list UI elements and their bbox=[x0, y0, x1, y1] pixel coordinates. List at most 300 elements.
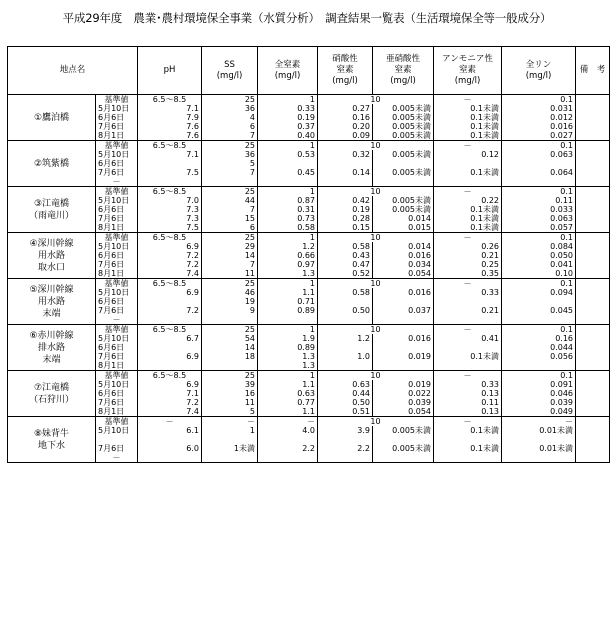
remarks-cell bbox=[576, 288, 610, 297]
standard-label: 基準値 bbox=[96, 417, 138, 427]
standard-ammonia: － bbox=[434, 279, 502, 289]
ss-value: 7 bbox=[202, 168, 258, 177]
total-nitrogen-value: 1.9 bbox=[258, 334, 318, 343]
ph-value: 7.0 bbox=[138, 196, 202, 205]
standard-label: 基準値 bbox=[96, 371, 138, 381]
measurement-row bbox=[8, 334, 610, 343]
ph-value bbox=[138, 435, 202, 444]
total-phosphorus-value: 0.044 bbox=[502, 343, 576, 352]
standard-ph: 6.5～8.5 bbox=[138, 141, 202, 151]
ss-value bbox=[202, 315, 258, 325]
remarks-cell bbox=[576, 334, 610, 343]
measurement-row bbox=[8, 315, 610, 325]
ph-value: 7.3 bbox=[138, 214, 202, 223]
nitrate-value: 0.44 bbox=[318, 389, 373, 398]
ss-value: 54 bbox=[202, 334, 258, 343]
total-phosphorus-value: 0.033 bbox=[502, 205, 576, 214]
sample-date: 6月6日 bbox=[96, 343, 138, 352]
nitrate-value: 0.32 bbox=[318, 150, 373, 159]
nitrate-value: 0.42 bbox=[318, 196, 373, 205]
standard-ss: 25 bbox=[202, 95, 258, 105]
ammonia-value: 0.33 bbox=[434, 288, 502, 297]
total-phosphorus-value bbox=[502, 435, 576, 444]
measurement-row bbox=[8, 398, 610, 407]
remarks-cell bbox=[576, 352, 610, 361]
sample-date: 5月10日 bbox=[96, 380, 138, 389]
ph-value: 6.9 bbox=[138, 352, 202, 361]
total-phosphorus-value: 0.039 bbox=[502, 398, 576, 407]
nitrite-value: 0.054 bbox=[373, 269, 434, 279]
nitrate-value: 0.51 bbox=[318, 407, 373, 417]
standard-label: 基準値 bbox=[96, 279, 138, 289]
ss-value bbox=[202, 177, 258, 187]
total-nitrogen-value: 4.0 bbox=[258, 426, 318, 435]
standard-ss: 25 bbox=[202, 371, 258, 381]
ammonia-value: 0.1未満 bbox=[434, 444, 502, 453]
nitrate-value: 3.9 bbox=[318, 426, 373, 435]
standard-total-nitrogen: 1 bbox=[258, 371, 318, 381]
standard-total-phosphorus: 0.1 bbox=[502, 233, 576, 243]
ph-value: 7.6 bbox=[138, 122, 202, 131]
standard-ph: 6.5～8.5 bbox=[138, 325, 202, 335]
ammonia-value: 0.1未満 bbox=[434, 104, 502, 113]
ph-value: 7.2 bbox=[138, 251, 202, 260]
site-name: ⑥赤川幹線 排水路 末端 bbox=[8, 325, 96, 371]
nitrite-value: 0.039 bbox=[373, 398, 434, 407]
ss-value: 39 bbox=[202, 380, 258, 389]
ss-value: 5 bbox=[202, 407, 258, 417]
sample-date: 8月1日 bbox=[96, 131, 138, 141]
ph-value: 7.1 bbox=[138, 389, 202, 398]
remarks-cell bbox=[576, 113, 610, 122]
ss-value: 6 bbox=[202, 223, 258, 233]
standard-ammonia: － bbox=[434, 233, 502, 243]
ammonia-value: 0.1未満 bbox=[434, 214, 502, 223]
standard-total-nitrogen: 1 bbox=[258, 325, 318, 335]
sample-date: － bbox=[96, 453, 138, 463]
ammonia-value: 0.1未満 bbox=[434, 205, 502, 214]
nitrite-value: 0.005未満 bbox=[373, 205, 434, 214]
ammonia-value: 0.21 bbox=[434, 251, 502, 260]
remarks-cell bbox=[576, 297, 610, 306]
total-nitrogen-value: 1.2 bbox=[258, 242, 318, 251]
standard-label: 基準値 bbox=[96, 141, 138, 151]
ss-value: 18 bbox=[202, 352, 258, 361]
ss-value: 4 bbox=[202, 113, 258, 122]
nitrite-value bbox=[373, 343, 434, 352]
nitrite-value: 0.005未満 bbox=[373, 104, 434, 113]
ss-value: 14 bbox=[202, 343, 258, 352]
nitrate-value: 2.2 bbox=[318, 444, 373, 453]
ph-value: 6.7 bbox=[138, 334, 202, 343]
total-phosphorus-value: 0.094 bbox=[502, 288, 576, 297]
sample-date: 6月6日 bbox=[96, 251, 138, 260]
nitrite-value: 0.037 bbox=[373, 306, 434, 315]
ammonia-value bbox=[434, 297, 502, 306]
nitrite-value: 0.005未満 bbox=[373, 444, 434, 453]
nitrite-value: 0.005未満 bbox=[373, 150, 434, 159]
standard-ammonia: － bbox=[434, 95, 502, 105]
remarks-cell bbox=[576, 279, 610, 289]
sample-date: 5月10日 bbox=[96, 426, 138, 435]
nitrite-value: 0.019 bbox=[373, 380, 434, 389]
ph-value: 7.3 bbox=[138, 205, 202, 214]
ss-value bbox=[202, 435, 258, 444]
header-nitrite-nitrogen: 亜硝酸性 窒素 (mg/l) bbox=[373, 47, 434, 95]
total-nitrogen-value: 0.89 bbox=[258, 343, 318, 352]
site-name: ⑤深川幹線 用水路 末端 bbox=[8, 279, 96, 325]
ammonia-value: 0.13 bbox=[434, 407, 502, 417]
sample-date: 5月10日 bbox=[96, 150, 138, 159]
ammonia-value: 0.1未満 bbox=[434, 223, 502, 233]
total-nitrogen-value: 1.1 bbox=[258, 380, 318, 389]
ph-value: 6.0 bbox=[138, 444, 202, 453]
ss-value bbox=[202, 453, 258, 463]
total-phosphorus-value bbox=[502, 297, 576, 306]
ammonia-value: 0.1未満 bbox=[434, 131, 502, 141]
standard-ph: 6.5～8.5 bbox=[138, 279, 202, 289]
nitrite-value: 0.005未満 bbox=[373, 168, 434, 177]
standard-row bbox=[8, 417, 610, 427]
total-phosphorus-value: 0.057 bbox=[502, 223, 576, 233]
measurement-row bbox=[8, 260, 610, 269]
header-remarks: 備 考 bbox=[576, 47, 610, 95]
ss-value: 7 bbox=[202, 205, 258, 214]
total-phosphorus-value bbox=[502, 453, 576, 463]
nitrite-value: 0.016 bbox=[373, 288, 434, 297]
total-nitrogen-value: 0.97 bbox=[258, 260, 318, 269]
ss-value: 15 bbox=[202, 214, 258, 223]
measurement-row bbox=[8, 269, 610, 279]
standard-ss: 25 bbox=[202, 187, 258, 197]
measurement-row bbox=[8, 297, 610, 306]
sample-date: － bbox=[96, 177, 138, 187]
standard-ph: 6.5～8.5 bbox=[138, 371, 202, 381]
standard-ammonia: － bbox=[434, 187, 502, 197]
total-nitrogen-value: 1.1 bbox=[258, 407, 318, 417]
nitrite-value bbox=[373, 315, 434, 325]
ammonia-value bbox=[434, 435, 502, 444]
standard-total-nitrogen: 1 bbox=[258, 233, 318, 243]
total-nitrogen-value bbox=[258, 453, 318, 463]
nitrite-value: 0.016 bbox=[373, 251, 434, 260]
sample-date: 8月1日 bbox=[96, 407, 138, 417]
total-phosphorus-value: 0.056 bbox=[502, 352, 576, 361]
standard-ss: 25 bbox=[202, 233, 258, 243]
sample-date: 7月6日 bbox=[96, 214, 138, 223]
sample-date: 7月6日 bbox=[96, 122, 138, 131]
standard-total-phosphorus: 0.1 bbox=[502, 187, 576, 197]
ss-value: 19 bbox=[202, 297, 258, 306]
measurement-row bbox=[8, 223, 610, 233]
standard-total-phosphorus: 0.1 bbox=[502, 325, 576, 335]
sample-date: 7月6日 bbox=[96, 306, 138, 315]
ph-value bbox=[138, 177, 202, 187]
ss-value: 11 bbox=[202, 269, 258, 279]
nitrite-value bbox=[373, 361, 434, 371]
total-phosphorus-value: 0.084 bbox=[502, 242, 576, 251]
measurement-row bbox=[8, 444, 610, 453]
nitrate-value bbox=[318, 159, 373, 168]
remarks-cell bbox=[576, 371, 610, 381]
standard-ph: 6.5～8.5 bbox=[138, 187, 202, 197]
remarks-cell bbox=[576, 343, 610, 352]
remarks-cell bbox=[576, 122, 610, 131]
nitrate-value bbox=[318, 435, 373, 444]
ammonia-value: 0.13 bbox=[434, 389, 502, 398]
remarks-cell bbox=[576, 196, 610, 205]
site-name: ②筑紫橋 bbox=[8, 141, 96, 187]
total-nitrogen-value: 0.33 bbox=[258, 104, 318, 113]
remarks-cell bbox=[576, 325, 610, 335]
measurement-row bbox=[8, 380, 610, 389]
nitrite-value: 0.005未満 bbox=[373, 131, 434, 141]
standard-ss: 25 bbox=[202, 279, 258, 289]
ss-value: 36 bbox=[202, 104, 258, 113]
ph-value: 7.9 bbox=[138, 113, 202, 122]
standard-ss: 25 bbox=[202, 325, 258, 335]
nitrate-value: 0.09 bbox=[318, 131, 373, 141]
ammonia-value: 0.26 bbox=[434, 242, 502, 251]
standard-ammonia: － bbox=[434, 141, 502, 151]
ph-value: 6.9 bbox=[138, 380, 202, 389]
nitrate-value: 0.19 bbox=[318, 205, 373, 214]
nitrite-value: 0.014 bbox=[373, 214, 434, 223]
nitrate-value: 0.50 bbox=[318, 306, 373, 315]
sample-date: 5月10日 bbox=[96, 196, 138, 205]
total-phosphorus-value bbox=[502, 159, 576, 168]
standard-nitrate-nitrite: 10 bbox=[318, 233, 434, 243]
ph-value: 7.2 bbox=[138, 398, 202, 407]
nitrite-value: 0.005未満 bbox=[373, 122, 434, 131]
ph-value: 6.9 bbox=[138, 288, 202, 297]
standard-label: 基準値 bbox=[96, 325, 138, 335]
nitrate-value bbox=[318, 315, 373, 325]
standard-nitrate-nitrite: 10 bbox=[318, 417, 434, 427]
measurement-row bbox=[8, 288, 610, 297]
nitrate-value: 0.47 bbox=[318, 260, 373, 269]
total-nitrogen-value: 0.53 bbox=[258, 150, 318, 159]
nitrite-value bbox=[373, 453, 434, 463]
total-phosphorus-value: 0.01未満 bbox=[502, 426, 576, 435]
remarks-cell bbox=[576, 214, 610, 223]
header-total-phosphorus: 全リン (mg/l) bbox=[502, 47, 576, 95]
ph-value: 7.2 bbox=[138, 306, 202, 315]
sample-date: 5月10日 bbox=[96, 104, 138, 113]
ammonia-value: 0.12 bbox=[434, 150, 502, 159]
nitrate-value bbox=[318, 297, 373, 306]
measurement-row bbox=[8, 306, 610, 315]
measurement-row bbox=[8, 389, 610, 398]
remarks-cell bbox=[576, 131, 610, 141]
ammonia-value: 0.1未満 bbox=[434, 352, 502, 361]
remarks-cell bbox=[576, 242, 610, 251]
ph-value bbox=[138, 453, 202, 463]
standard-ss: 25 bbox=[202, 141, 258, 151]
remarks-cell bbox=[576, 205, 610, 214]
nitrate-value: 0.14 bbox=[318, 168, 373, 177]
ammonia-value: 0.33 bbox=[434, 380, 502, 389]
header-total-nitrogen: 全窒素 (mg/l) bbox=[258, 47, 318, 95]
measurement-row bbox=[8, 352, 610, 361]
standard-row bbox=[8, 279, 610, 289]
remarks-cell bbox=[576, 233, 610, 243]
standard-nitrate-nitrite: 10 bbox=[318, 141, 434, 151]
standard-ss: － bbox=[202, 417, 258, 427]
header-ss: SS (mg/l) bbox=[202, 47, 258, 95]
nitrate-value: 1.2 bbox=[318, 334, 373, 343]
ammonia-value bbox=[434, 453, 502, 463]
nitrite-value: 0.014 bbox=[373, 242, 434, 251]
page-title: 平成29年度 農業･農村環境保全事業（水質分析） 調査結果一覧表（生活環境保全等一般成分） bbox=[62, 11, 552, 25]
total-phosphorus-value: 0.016 bbox=[502, 122, 576, 131]
remarks-cell bbox=[576, 306, 610, 315]
standard-row bbox=[8, 141, 610, 151]
measurement-row bbox=[8, 122, 610, 131]
site-name: ③江竜橋 （雨竜川） bbox=[8, 187, 96, 233]
ph-value: 7.2 bbox=[138, 260, 202, 269]
total-phosphorus-value: 0.046 bbox=[502, 389, 576, 398]
ammonia-value: 0.1未満 bbox=[434, 426, 502, 435]
measurement-row bbox=[8, 242, 610, 251]
nitrite-value: 0.016 bbox=[373, 334, 434, 343]
total-nitrogen-value: 0.63 bbox=[258, 389, 318, 398]
standard-row bbox=[8, 95, 610, 105]
measurement-row bbox=[8, 361, 610, 371]
remarks-cell bbox=[576, 407, 610, 417]
standard-total-phosphorus: － bbox=[502, 417, 576, 427]
nitrate-value bbox=[318, 343, 373, 352]
remarks-cell bbox=[576, 150, 610, 159]
measurement-row bbox=[8, 407, 610, 417]
total-nitrogen-value: 1.3 bbox=[258, 352, 318, 361]
sample-date: 5月10日 bbox=[96, 288, 138, 297]
standard-total-nitrogen: － bbox=[258, 417, 318, 427]
measurement-row bbox=[8, 196, 610, 205]
ph-value bbox=[138, 343, 202, 352]
total-nitrogen-value bbox=[258, 159, 318, 168]
total-nitrogen-value: 0.58 bbox=[258, 223, 318, 233]
ammonia-value: 0.35 bbox=[434, 269, 502, 279]
ammonia-value bbox=[434, 361, 502, 371]
remarks-cell bbox=[576, 269, 610, 279]
ss-value: 44 bbox=[202, 196, 258, 205]
total-nitrogen-value: 0.77 bbox=[258, 398, 318, 407]
sample-date: 5月10日 bbox=[96, 334, 138, 343]
remarks-cell bbox=[576, 398, 610, 407]
remarks-cell bbox=[576, 380, 610, 389]
nitrite-value: 0.005未満 bbox=[373, 196, 434, 205]
remarks-cell bbox=[576, 453, 610, 463]
total-nitrogen-value bbox=[258, 177, 318, 187]
sample-date: 7月6日 bbox=[96, 352, 138, 361]
ph-value: 6.1 bbox=[138, 426, 202, 435]
nitrate-value bbox=[318, 361, 373, 371]
ammonia-value bbox=[434, 315, 502, 325]
ph-value: 6.9 bbox=[138, 242, 202, 251]
total-phosphorus-value: 0.063 bbox=[502, 214, 576, 223]
nitrate-value bbox=[318, 453, 373, 463]
standard-total-phosphorus: 0.1 bbox=[502, 279, 576, 289]
total-phosphorus-value: 0.049 bbox=[502, 407, 576, 417]
total-nitrogen-value: 0.31 bbox=[258, 205, 318, 214]
measurement-row bbox=[8, 205, 610, 214]
total-nitrogen-value bbox=[258, 315, 318, 325]
nitrite-value: 0.005未満 bbox=[373, 426, 434, 435]
ammonia-value: 0.22 bbox=[434, 196, 502, 205]
ph-value: 7.6 bbox=[138, 131, 202, 141]
ph-value bbox=[138, 361, 202, 371]
total-nitrogen-value bbox=[258, 435, 318, 444]
sample-date: 7月6日 bbox=[96, 260, 138, 269]
header-location: 地点名 bbox=[8, 47, 138, 95]
nitrite-value bbox=[373, 159, 434, 168]
measurement-row bbox=[8, 251, 610, 260]
standard-ph: － bbox=[138, 417, 202, 427]
remarks-cell bbox=[576, 187, 610, 197]
measurement-row bbox=[8, 168, 610, 177]
nitrate-value: 0.20 bbox=[318, 122, 373, 131]
standard-total-nitrogen: 1 bbox=[258, 141, 318, 151]
sample-date: 7月6日 bbox=[96, 168, 138, 177]
ss-value: 7 bbox=[202, 131, 258, 141]
nitrite-value bbox=[373, 435, 434, 444]
ammonia-value bbox=[434, 177, 502, 187]
ammonia-value bbox=[434, 343, 502, 352]
ss-value: 7 bbox=[202, 260, 258, 269]
sample-date: 6月6日 bbox=[96, 205, 138, 214]
sample-date: 6月6日 bbox=[96, 389, 138, 398]
standard-ammonia: － bbox=[434, 371, 502, 381]
measurement-row bbox=[8, 343, 610, 352]
header-ph: pH bbox=[138, 47, 202, 95]
nitrite-value: 0.034 bbox=[373, 260, 434, 269]
standard-total-phosphorus: 0.1 bbox=[502, 141, 576, 151]
total-nitrogen-value: 0.71 bbox=[258, 297, 318, 306]
remarks-cell bbox=[576, 95, 610, 105]
results-table bbox=[7, 46, 610, 463]
ss-value: 16 bbox=[202, 389, 258, 398]
total-phosphorus-value: 0.091 bbox=[502, 380, 576, 389]
total-nitrogen-value: 0.73 bbox=[258, 214, 318, 223]
total-phosphorus-value bbox=[502, 177, 576, 187]
standard-nitrate-nitrite: 10 bbox=[318, 187, 434, 197]
ss-value: 29 bbox=[202, 242, 258, 251]
measurement-row bbox=[8, 177, 610, 187]
total-phosphorus-value bbox=[502, 361, 576, 371]
ph-value: 7.5 bbox=[138, 168, 202, 177]
total-nitrogen-value: 0.37 bbox=[258, 122, 318, 131]
standard-total-nitrogen: 1 bbox=[258, 187, 318, 197]
total-nitrogen-value: 1.3 bbox=[258, 269, 318, 279]
total-nitrogen-value: 2.2 bbox=[258, 444, 318, 453]
ammonia-value: 0.11 bbox=[434, 398, 502, 407]
standard-row bbox=[8, 371, 610, 381]
header-nitrate-nitrogen: 硝酸性 窒素 (mg/l) bbox=[318, 47, 373, 95]
total-phosphorus-value: 0.064 bbox=[502, 168, 576, 177]
standard-total-nitrogen: 1 bbox=[258, 95, 318, 105]
sample-date: 5月10日 bbox=[96, 242, 138, 251]
ammonia-value: 0.1未満 bbox=[434, 122, 502, 131]
total-phosphorus-value: 0.041 bbox=[502, 260, 576, 269]
ph-value: 7.1 bbox=[138, 104, 202, 113]
total-nitrogen-value: 0.40 bbox=[258, 131, 318, 141]
total-phosphorus-value bbox=[502, 315, 576, 325]
remarks-cell bbox=[576, 251, 610, 260]
ph-value: 7.1 bbox=[138, 150, 202, 159]
nitrite-value bbox=[373, 177, 434, 187]
ss-value: 9 bbox=[202, 306, 258, 315]
